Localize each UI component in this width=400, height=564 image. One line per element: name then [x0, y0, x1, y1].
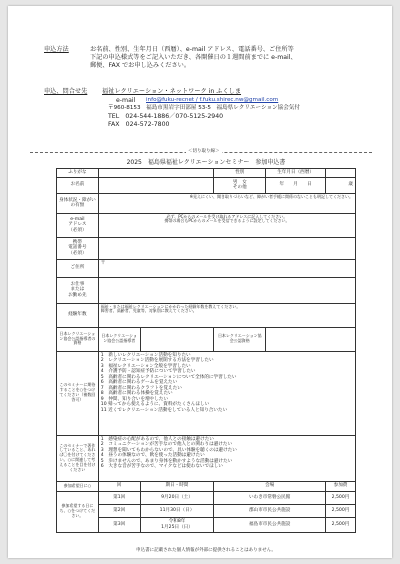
concern-label: このセミナーで著作していること、あれば〇を付けてください。○に関連して考えることを目を付けください: [57, 435, 99, 481]
workplace-field[interactable]: [98, 277, 355, 303]
privacy-footer: 申込書に記載された個人情報が外部に提供されることはありません。: [136, 548, 276, 553]
contact-address: 〒960-8153 福島市黒岩字田部屋 53-5 福島県レクリエーション協会気付: [108, 105, 300, 111]
email-link[interactable]: info@fuku-recnet / f.fuku.shirec.nw@gmail.com: [146, 97, 279, 103]
workplace-label: お仕事 または お勤め先: [57, 277, 99, 303]
method-line-3: 郵便、FAX でお申し込みください。: [90, 62, 191, 69]
phone-field[interactable]: [98, 237, 355, 259]
method-line-2: 下記の申込様式等をご記入いただき、各開催日の１週間前までに e-mail、: [90, 54, 297, 61]
gender-options[interactable]: 男 女 その他: [214, 177, 266, 193]
expectation-item[interactable]: 2 レクリエーション活動を展開する方法を学習したい: [100, 358, 214, 363]
name-field[interactable]: [98, 177, 214, 193]
session-no[interactable]: 第2回: [98, 504, 140, 517]
schedule-label: 参加希望日に○: [57, 481, 99, 491]
qualification-col-1: 日本レクリエーション協会公認指導者: [98, 327, 140, 351]
concern-item[interactable]: 5 歩けませんので、あまり身体を動かすような活動は避けたい: [100, 458, 233, 464]
cut-label: ＜切り取り線＞: [188, 149, 220, 154]
expectation-item[interactable]: 1 新しいレクリエーション活動を知りたい: [100, 352, 191, 358]
method-label: 申込方法: [44, 46, 69, 53]
concern-item[interactable]: 1 感染症の心配があるので、他人との接触は避けたい: [100, 436, 214, 442]
concern-item[interactable]: 2 コミュニケーションが苦手なので他人との関わりは避けたい: [100, 442, 233, 447]
expectation-item[interactable]: 7 高齢者に関わるクラフトを覚えたい: [100, 385, 182, 391]
email-field-label: e-mail アドレス （必須）: [57, 213, 99, 237]
qualification-field-2[interactable]: [266, 327, 356, 351]
address-label: ご住所: [57, 259, 99, 277]
expectation-label: このセミナーに期待することを○をつけてください（複数回答可）: [57, 351, 99, 435]
phone-label: 携帯 電話番号 （必須）: [57, 237, 99, 259]
session-fee: 2,500円: [326, 491, 356, 504]
gender-label: 性別: [214, 169, 266, 178]
contact-tel: TEL 024-544-1886／070-5125-2940: [108, 113, 224, 120]
age-unit[interactable]: 歳: [326, 177, 356, 193]
contact-fax: FAX 024-572-7800: [108, 121, 170, 128]
session-venue: いわき市常磐公民館: [214, 491, 326, 504]
schedule-head-fee: 参加費: [326, 481, 356, 491]
expectation-item[interactable]: 4 介護予防・認知症予防について学習したい: [100, 369, 196, 374]
expectation-item[interactable]: 8 高齢者に関わる体操を覚えたい: [100, 391, 173, 396]
expectation-item[interactable]: 10 帰ってから使えるように、資料がたくさんほしい: [100, 402, 210, 407]
expectation-options[interactable]: [98, 351, 355, 435]
furigana-field[interactable]: [98, 169, 214, 178]
email-field[interactable]: 必ず、PCからのメールを受け取れるアドレスに記入してください。 携帯の場合もPCからのメールを受信できるように設定してください。: [98, 213, 355, 237]
session-fee: 2,500円: [326, 504, 356, 517]
expectation-item[interactable]: 6 高齢者に関わるゲームを覚えたい: [100, 380, 178, 385]
session-venue: 郡山市市民公共施設: [214, 504, 326, 517]
schedule-head-venue: 会場: [214, 481, 326, 491]
session-date: 11月30日（日）: [140, 504, 214, 517]
disability-label: 身体状況・障がいの有無: [57, 193, 99, 213]
birth-field[interactable]: 年 月 日: [266, 177, 326, 193]
document-page: [8, 6, 392, 558]
concern-item[interactable]: 6 大きな音が苦手なので、マイクなどは使わないでほしい: [100, 464, 223, 469]
schedule-instruction: 参加希望する日にち、○をつけてください。: [57, 491, 99, 532]
session-venue: 福島市市民公共施設: [214, 517, 326, 532]
session-no[interactable]: 第1回: [98, 491, 140, 504]
furigana-label: ふりがな: [57, 169, 99, 178]
concern-item[interactable]: 4 昼うの体験なので、飲を使った活動は避けたい: [100, 453, 205, 458]
schedule-head-date: 期日・時間: [140, 481, 214, 491]
contact-org: 福祉レクリエーション・ネットワーク in ふくしま: [102, 88, 242, 95]
concern-options[interactable]: [98, 435, 355, 481]
qualification-label: 日本レクリエーション協会公認指導者の資格: [57, 327, 99, 351]
concern-item[interactable]: 3 理想を聞いてもわからないので、具い体験を聴くのは避けたい: [100, 447, 237, 453]
session-date: 令和8年 1月25日（日）: [140, 517, 214, 532]
expectation-item[interactable]: 9 仲間、知り合いを増やしたい: [100, 396, 169, 402]
contact-label: 申込、問合せ先: [44, 88, 88, 95]
expectation-item[interactable]: 3 福祉レクリエーション全般を学習したい: [100, 363, 191, 369]
schedule-head-no: 回: [98, 481, 140, 491]
address-field[interactable]: 〒: [98, 259, 355, 277]
email-label: e-mail: [116, 97, 136, 104]
qualification-col-2: 日本レクリエーション協会公認資格: [214, 327, 266, 351]
expectation-item[interactable]: 11 近くでレクリエーション活動をしている人と知り合いたい: [100, 407, 228, 413]
qualification-field-1[interactable]: [140, 327, 214, 351]
expectation-item[interactable]: 5 高齢者に関わるレクリエーションについて全体的に学習したい: [100, 374, 237, 380]
form-title: 2025 福島県福祉レクリエーションセミナー 参加申込書: [126, 159, 286, 166]
application-form: [56, 168, 356, 533]
disability-note[interactable]: ※見えにくい、聞き取りづらいなど、障がい者手帳に関係のないことも明記してください。: [98, 193, 355, 213]
birth-label: 生年月日（西暦）: [266, 169, 326, 178]
name-label: お名前: [57, 177, 99, 193]
experience-label: 経験年数: [57, 303, 99, 327]
age-header: [326, 169, 356, 178]
session-fee: 2,500円: [326, 517, 356, 532]
method-line-1: お名前、性別、生年月日（西暦）、e-mail アドレス、電話番号、ご住所等: [90, 46, 294, 53]
experience-field[interactable]: 福祉・または福祉レクリエーションにかかわった経験年数を教えてください。 障害者、高齢者、児童等、対象別に教えてください。: [98, 303, 355, 327]
session-date: 9月20日（土）: [140, 491, 214, 504]
session-no[interactable]: 第3回: [98, 517, 140, 532]
